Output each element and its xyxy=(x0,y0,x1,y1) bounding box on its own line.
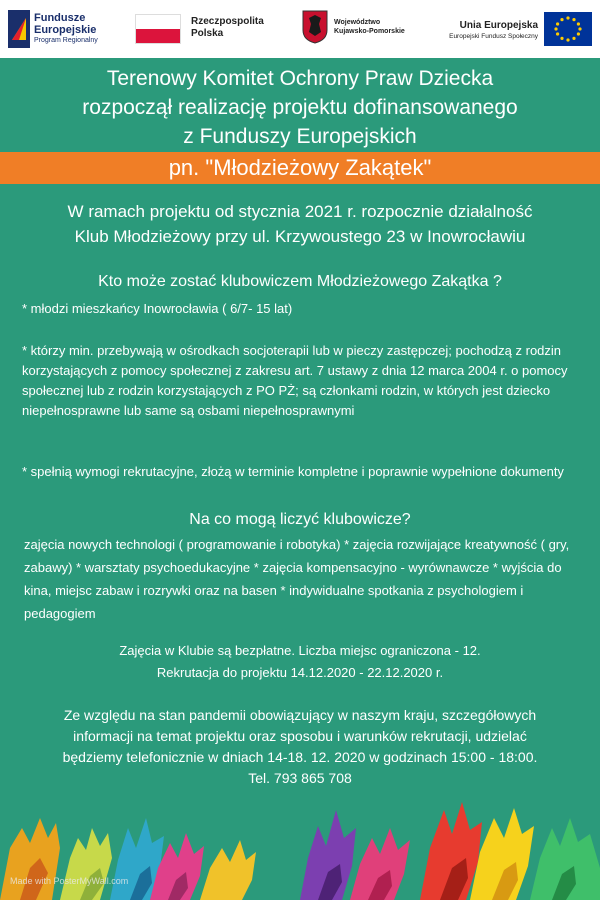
eligibility-heading: Kto może zostać klubowiczem Młodzieżowego Zakątka ? xyxy=(98,273,502,290)
hand-icon xyxy=(0,818,60,900)
eu-flag-icon xyxy=(544,12,592,46)
contact-line1: Ze względu na stan pandemii obowiązujący w naszym kraju, szczegółowych xyxy=(63,707,537,723)
headline-line3: z Funduszy Europejskich xyxy=(183,125,417,148)
polish-flag-icon xyxy=(135,14,181,44)
wk-line1: Województwo xyxy=(334,19,381,26)
hand-icon xyxy=(300,810,356,900)
hand-icon xyxy=(350,828,410,900)
fe-line1: Fundusze xyxy=(34,12,86,24)
project-name-banner: pn. "Młodzieżowy Zakątek" xyxy=(0,152,600,184)
free-info xyxy=(0,640,600,684)
lead-line1: W ramach projektu od stycznia 2021 r. rozpocznie działalność xyxy=(67,202,533,221)
hand-icon xyxy=(530,818,600,900)
free-line2: Rekrutacja do projektu 14.12.2020 - 22.12.2020 r. xyxy=(156,665,444,680)
wk-line2: Kujawsko-Pomorskie xyxy=(334,28,405,35)
lead-text xyxy=(10,199,590,249)
headline-line2: rozpoczął realizację projektu dofinansowanego xyxy=(82,96,518,119)
free-line1: Zajęcia w Klubie są bezpłatne. Liczba miejsc ograniczona - 12. xyxy=(119,643,481,658)
headline-line1: Terenowy Komitet Ochrony Praw Dziecka xyxy=(106,67,494,90)
contact-line2: informacji na temat projektu oraz sposobu i warunków rekrutacji, udzielać xyxy=(73,728,527,744)
fe-line3: Program Regionalny xyxy=(34,37,98,44)
eligibility-bullet-criteria: * którzy min. przebywają w ośrodkach socjoterapii lub w pieczy zastępczej; pochodzą z rodzin korzystających z pomocy społecznej z zakresu art. 7 ustawy z dnia 12 marca 2004 r. o pomocy społecznej lub z rodzin korzystających z PO PŻ; są członkami rodzin, w których jest dziecko niepełnosprawne lub same są osbami niepełnosprawnymi xyxy=(22,343,568,418)
offers-text: zajęcia nowych technologi ( programowanie i robotyka) * zajęcia rozwijające kreatywność ( gry, zabawy) * warsztaty psychoedukacyjne * zajęcia kompensacyjno - wyrównawcze * wyjścia do kina, miejsc zabaw i rozrywki oraz na basen * indywidualne spotkania z psychologiem i pedagogiem xyxy=(24,537,570,621)
headline xyxy=(0,64,600,151)
contact-phone: Tel. 793 865 708 xyxy=(248,770,352,786)
hand-icon xyxy=(420,802,482,900)
made-with-watermark: Made with PosterMyWall.com xyxy=(10,876,129,886)
rp-line1: Rzeczpospolita xyxy=(191,16,264,27)
lead-line2: Klub Młodzieżowy przy ul. Krzywoustego 23 w Inowrocławiu xyxy=(74,227,526,246)
coat-of-arms-icon xyxy=(302,10,328,44)
offers-heading: Na co mogą liczyć klubowicze? xyxy=(189,511,411,528)
rp-line2: Polska xyxy=(191,28,224,39)
hand-icon xyxy=(470,808,534,900)
ue-line2: Europejski Fundusz Społeczny xyxy=(449,33,538,40)
logo-bar xyxy=(0,0,600,58)
hand-icon xyxy=(200,840,256,900)
contact-line3: będziemy telefonicznie w dniach 14-18. 12. 2020 w godzinach 15:00 - 18:00. xyxy=(62,749,538,765)
fe-star-icon xyxy=(8,10,30,48)
contact-info xyxy=(10,705,590,789)
eligibility-bullet-documents: * spełnią wymogi rekrutacyjne, złożą w terminie kompletne i poprawnie wypełnione dokumenty xyxy=(22,464,564,479)
hand-icon xyxy=(60,828,112,900)
eligibility-bullet-age: * młodzi mieszkańcy Inowrocławia ( 6/7- 15 lat) xyxy=(22,301,293,316)
fe-line2: Europejskie xyxy=(34,24,97,36)
ue-line1: Unia Europejska xyxy=(459,20,538,31)
